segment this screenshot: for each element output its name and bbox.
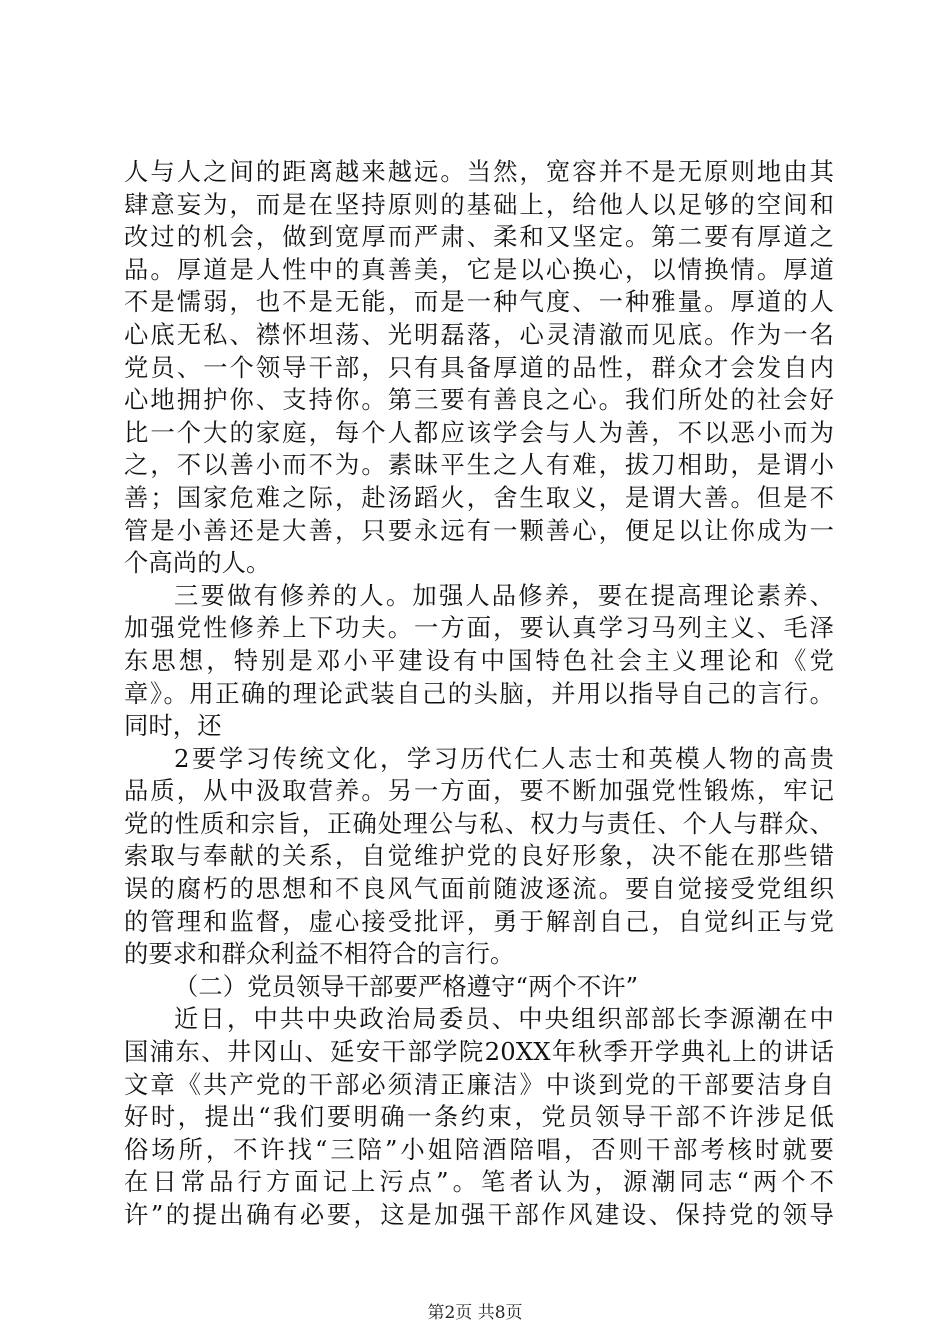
text-line: 加强党性修养上下功夫。一方面，要认真学习马列主义、毛泽 xyxy=(124,613,834,643)
text-line: 心地拥护你、支持你。第三要有善良之心。我们所处的社会好 xyxy=(124,385,834,415)
text-line: 善；国家危难之际，赴汤蹈火，舍生取义，是谓大善。但是不 xyxy=(124,482,834,512)
text-line: 同时，还 xyxy=(124,711,222,741)
text-line: 之，不以善小而不为。素昧平生之人有难，拔刀相助，是谓小 xyxy=(124,450,834,480)
text-line: 在日常品行方面记上污点”。笔者认为，源潮同志“两个不 xyxy=(124,1167,834,1197)
text-line: 的要求和群众利益不相符合的言行。 xyxy=(124,939,515,969)
text-line: 许”的提出确有必要，这是加强干部作风建设、保持党的领导 xyxy=(124,1200,834,1229)
text-line: 2要学习传统文化，学习历代仁人志士和英模人物的高贵 xyxy=(174,743,834,773)
text-line: 个高尚的人。 xyxy=(124,548,271,578)
text-line: 管是小善还是大善，只要永远有一颗善心，便足以让你成为一 xyxy=(124,515,834,545)
text-line: 文章《共产党的干部必须清正廉洁》中谈到党的干部要洁身自 xyxy=(124,1069,834,1099)
text-line: 人与人之间的距离越来越远。当然，宽容并不是无原则地由其 xyxy=(124,157,834,186)
text-line: 近日，中共中央政治局委员、中央组织部部长李源潮在中 xyxy=(174,1004,834,1034)
text-line: 章》。用正确的理论武装自己的头脑，并用以指导自己的言行。 xyxy=(124,678,834,708)
text-line: 比一个大的家庭，每个人都应该学会与人为善，不以恶小而为 xyxy=(124,417,834,447)
text-line: 改过的机会，做到宽厚而严肃、柔和又坚定。第二要有厚道之 xyxy=(124,222,834,252)
text-line: 好时，提出“我们要明确一条约束，党员领导干部不许涉足低 xyxy=(124,1102,834,1132)
text-line: 的管理和监督，虚心接受批评，勇于解剖自己，自觉纠正与党 xyxy=(124,906,834,936)
text-line: 索取与奉献的关系，自觉维护党的良好形象，决不能在那些错 xyxy=(124,841,834,871)
text-line: 心底无私、襟怀坦荡、光明磊落，心灵清澈而见底。作为一名 xyxy=(124,319,834,349)
text-line: 品。厚道是人性中的真善美，它是以心换心，以情换情。厚道 xyxy=(124,254,834,284)
text-line: 党的性质和宗旨，正确处理公与私、权力与责任、个人与群众、 xyxy=(124,808,834,838)
text-line: 俗场所，不许找“三陪”小姐陪酒陪唱，否则干部考核时就要 xyxy=(124,1134,834,1164)
document-body xyxy=(124,156,834,1232)
text-line: 品质，从中汲取营养。另一方面，要不断加强党性锻炼，牢记 xyxy=(124,776,834,806)
text-line: 三要做有修养的人。加强人品修养，要在提高理论素养、 xyxy=(174,580,834,610)
text-line: 国浦东、井冈山、延安干部学院20XX年秋季开学典礼上的讲话 xyxy=(124,1037,834,1067)
text-line: 肆意妄为，而是在坚持原则的基础上，给他人以足够的空间和 xyxy=(124,189,834,219)
text-line: 误的腐朽的思想和不良风气面前随波逐流。要自觉接受党组织 xyxy=(124,874,834,904)
page-footer: 第2页 共8页 xyxy=(427,1303,523,1323)
text-line: （二）党员领导干部要严格遵守“两个不许” xyxy=(174,971,639,1001)
text-line: 党员、一个领导干部，只有具备厚道的品性，群众才会发自内 xyxy=(124,352,834,382)
text-line: 不是懦弱，也不是无能，而是一种气度、一种雅量。厚道的人 xyxy=(124,287,834,317)
text-line: 东思想，特别是邓小平建设有中国特色社会主义理论和《党 xyxy=(124,645,834,675)
